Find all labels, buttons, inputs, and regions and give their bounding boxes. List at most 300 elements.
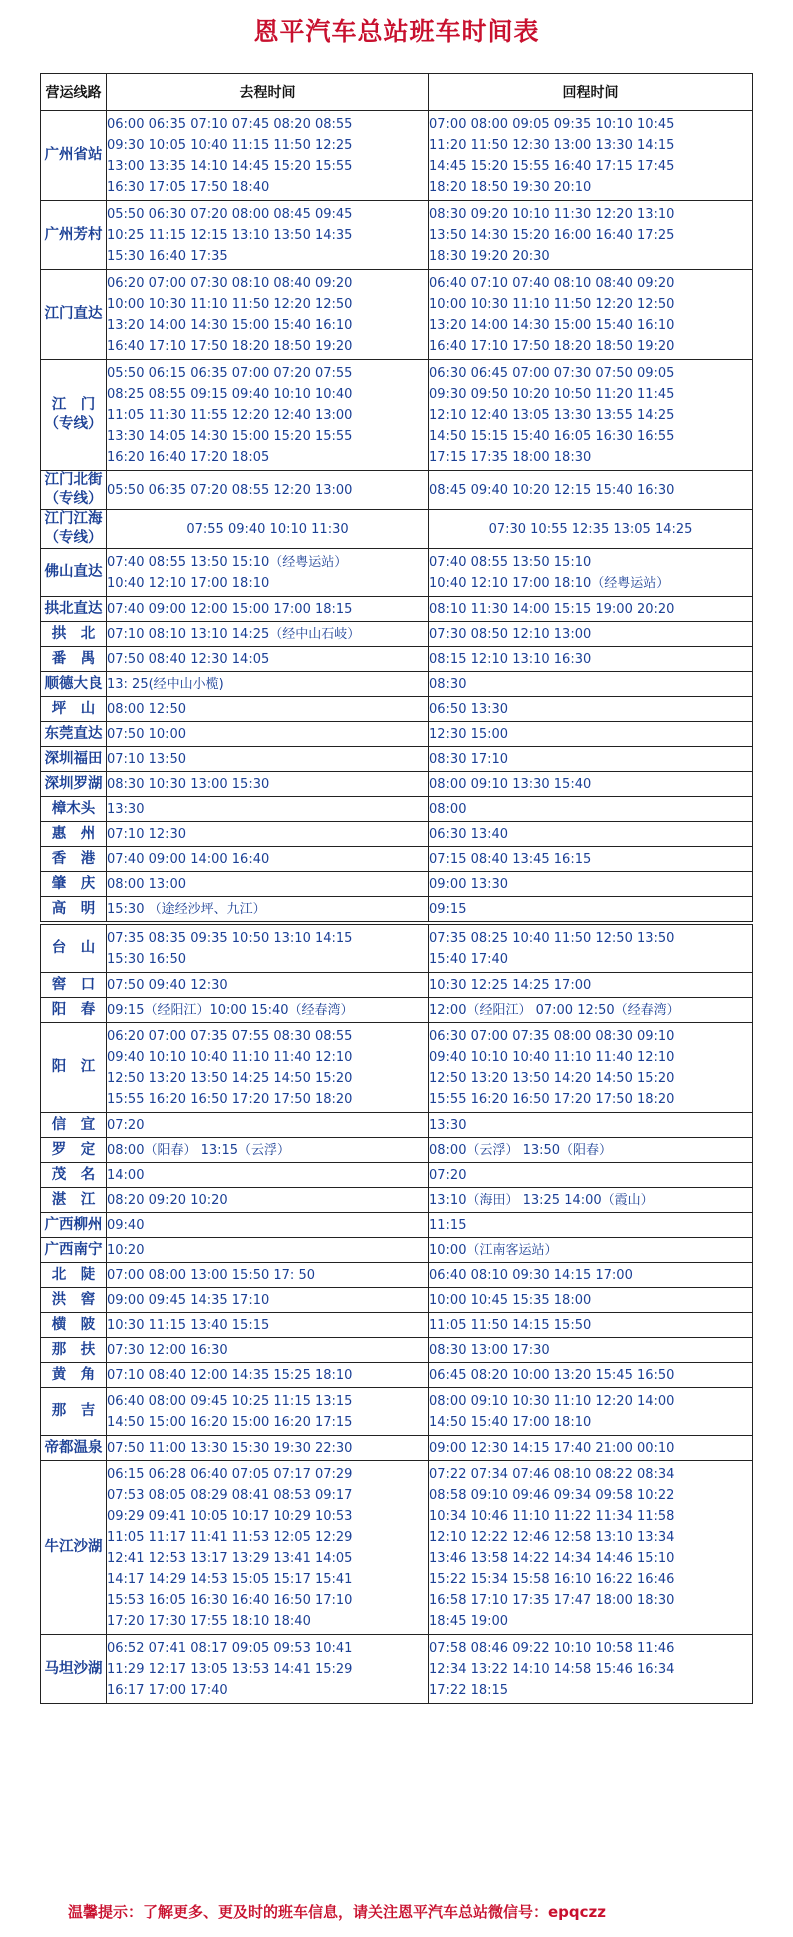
outbound-times: [107, 360, 429, 471]
time-line: 09:30 10:05 10:40 11:15 11:50 12:25: [107, 137, 353, 153]
route-name-line: 江门江海: [44, 511, 103, 527]
return-times: [429, 1338, 753, 1363]
route-name-line: 湛 江: [51, 1191, 96, 1208]
table-row: [41, 270, 753, 360]
route-name: [41, 697, 107, 722]
route-name: [41, 1436, 107, 1461]
time-line: 17:22 18:15: [429, 1682, 509, 1698]
route-name: [41, 925, 107, 973]
route-name: [41, 872, 107, 897]
route-name-line: 樟木头: [51, 800, 96, 817]
route-name-line: 江门北街: [44, 472, 103, 488]
route-name: [41, 510, 107, 549]
time-line: 10:00 10:45 15:35 18:00: [429, 1292, 592, 1308]
table-row: [41, 201, 753, 270]
time-line: 07:22 07:34 07:46 08:10 08:22 08:34: [429, 1466, 675, 1482]
time-line: 10:00 10:30 11:10 11:50 12:20 12:50: [429, 296, 675, 312]
table-row: [41, 1023, 753, 1113]
time-line: 06:45 08:20 10:00 13:20 15:45 16:50: [429, 1367, 675, 1383]
table-row: [41, 847, 753, 872]
table-row: [41, 697, 753, 722]
route-name: [41, 549, 107, 597]
time-line: 07:00 08:00 13:00 15:50 17: 50: [107, 1267, 315, 1283]
route-name: [41, 1388, 107, 1436]
outbound-times: [107, 1363, 429, 1388]
time-line: 12:00（经阳江） 07:00 12:50（经春湾）: [429, 1002, 680, 1018]
outbound-times: [107, 622, 429, 647]
outbound-times: [107, 270, 429, 360]
time-line: 13:20 14:00 14:30 15:00 15:40 16:10: [429, 317, 675, 333]
outbound-column-header: 去程时间: [107, 74, 429, 111]
time-line: 10:34 10:46 11:10 11:22 11:34 11:58: [429, 1508, 675, 1524]
route-name: [41, 1461, 107, 1635]
time-line: 14:50 15:00 16:20 15:00 16:20 17:15: [107, 1414, 353, 1430]
time-line: 07:30 10:55 12:35 13:05 14:25: [488, 521, 693, 537]
table-row: [41, 1188, 753, 1213]
time-line: 13:30 14:05 14:30 15:00 15:20 15:55: [107, 428, 353, 444]
outbound-times: [107, 549, 429, 597]
time-line: 10:25 11:15 12:15 13:10 13:50 14:35: [107, 227, 353, 243]
time-line: 17:20 17:30 17:55 18:10 18:40: [107, 1613, 311, 1629]
time-line: 08:30 17:10: [429, 751, 509, 767]
route-name: [41, 672, 107, 697]
route-name-line: 番 禺: [51, 650, 96, 667]
time-line: 11:29 12:17 13:05 13:53 14:41 15:29: [107, 1661, 353, 1677]
route-name: [41, 360, 107, 471]
return-times: [429, 510, 753, 549]
time-line: 13: 25(经中山小榄): [107, 676, 224, 692]
outbound-times: [107, 1023, 429, 1113]
return-times: [429, 1461, 753, 1635]
time-line: 14:45 15:20 15:55 16:40 17:15 17:45: [429, 158, 675, 174]
table-row: [41, 1163, 753, 1188]
table-row: [41, 471, 753, 510]
route-name-line: 北 陡: [51, 1266, 96, 1283]
time-line: 14:00: [107, 1167, 145, 1183]
route-name: [41, 201, 107, 270]
time-line: 11:05 11:30 11:55 12:20 12:40 13:00: [107, 407, 353, 423]
table-row: [41, 1263, 753, 1288]
time-line: 09:15: [429, 901, 467, 917]
outbound-times: [107, 897, 429, 922]
route-name: [41, 747, 107, 772]
time-line: 07:20: [107, 1117, 145, 1133]
table-row: [41, 360, 753, 471]
route-name-line: 阳 江: [51, 1059, 96, 1075]
time-line: 18:20 18:50 19:30 20:10: [429, 179, 592, 195]
route-name: [41, 1023, 107, 1113]
return-times: [429, 973, 753, 998]
time-line: 13:10（海田） 13:25 14:00（霞山）: [429, 1192, 654, 1208]
time-line: 07:10 08:40 12:00 14:35 15:25 18:10: [107, 1367, 353, 1383]
time-line: 06:40 08:00 09:45 10:25 11:15 13:15: [107, 1393, 353, 1409]
outbound-times: [107, 697, 429, 722]
time-line: 06:15 06:28 06:40 07:05 07:17 07:29: [107, 1466, 353, 1482]
outbound-times: [107, 597, 429, 622]
time-line: 15:30 16:50: [107, 951, 187, 967]
time-line: 08:00 09:10 13:30 15:40: [429, 776, 592, 792]
route-name: [41, 772, 107, 797]
return-times: [429, 1188, 753, 1213]
return-times: [429, 597, 753, 622]
time-line: 12:10 12:40 13:05 13:30 13:55 14:25: [429, 407, 675, 423]
route-name-line: 窖 口: [51, 976, 96, 993]
outbound-times: [107, 1461, 429, 1635]
return-times: [429, 797, 753, 822]
return-times: [429, 772, 753, 797]
return-times: [429, 925, 753, 973]
table-row: [41, 111, 753, 201]
time-line: 16:30 17:05 17:50 18:40: [107, 179, 270, 195]
time-line: 08:00 09:10 10:30 11:10 12:20 14:00: [429, 1393, 675, 1409]
time-line: 13:20 14:00 14:30 15:00 15:40 16:10: [107, 317, 353, 333]
time-line: 06:40 08:10 09:30 14:15 17:00: [429, 1267, 633, 1283]
route-name-line: 阳 春: [51, 1001, 96, 1018]
outbound-times: [107, 973, 429, 998]
time-line: 06:30 07:00 07:35 08:00 08:30 09:10: [429, 1028, 675, 1044]
time-line: 08:45 09:40 10:20 12:15 15:40 16:30: [429, 482, 675, 498]
time-line: 10:40 12:10 17:00 18:10（经粤运站）: [429, 575, 670, 591]
time-line: 14:50 15:15 15:40 16:05 16:30 16:55: [429, 428, 675, 444]
time-line: 15:22 15:34 15:58 16:10 16:22 16:46: [429, 1571, 675, 1587]
table-row: [41, 973, 753, 998]
time-line: 07:15 08:40 13:45 16:15: [429, 851, 592, 867]
table-row: [41, 1436, 753, 1461]
outbound-times: [107, 1113, 429, 1138]
time-line: 07:35 08:35 09:35 10:50 13:10 14:15: [107, 930, 353, 946]
route-name-line: （专线）: [44, 416, 103, 432]
time-line: 10:20: [107, 1242, 145, 1258]
time-line: 15:30 （途经沙坪、九江）: [107, 901, 266, 917]
time-line: 08:00: [429, 801, 467, 817]
route-name: [41, 622, 107, 647]
route-name-line: 广州芳村: [44, 226, 103, 243]
table-row: [41, 925, 753, 973]
return-times: [429, 672, 753, 697]
time-line: 11:05 11:50 14:15 15:50: [429, 1317, 592, 1333]
return-times: [429, 1635, 753, 1704]
time-line: 15:40 17:40: [429, 951, 509, 967]
outbound-times: [107, 772, 429, 797]
time-line: 08:20 09:20 10:20: [107, 1192, 228, 1208]
table-row: [41, 1363, 753, 1388]
route-name: [41, 897, 107, 922]
time-line: 10:30 11:15 13:40 15:15: [107, 1317, 270, 1333]
route-name: [41, 797, 107, 822]
time-line: 07:50 08:40 12:30 14:05: [107, 651, 270, 667]
time-line: 13:30: [429, 1117, 467, 1133]
route-name-line: 拱北直达: [44, 600, 103, 617]
table-row: [41, 1461, 753, 1635]
time-line: 09:00 13:30: [429, 876, 509, 892]
time-line: 05:50 06:35 07:20 08:55 12:20 13:00: [107, 482, 353, 498]
time-line: 08:30 09:20 10:10 11:30 12:20 13:10: [429, 206, 675, 222]
return-times: [429, 471, 753, 510]
route-name: [41, 647, 107, 672]
time-line: 07:40 09:00 14:00 16:40: [107, 851, 270, 867]
route-name: [41, 822, 107, 847]
outbound-times: [107, 471, 429, 510]
route-name-line: 佛山直达: [44, 564, 103, 580]
table-row: [41, 1138, 753, 1163]
time-line: 05:50 06:15 06:35 07:00 07:20 07:55: [107, 365, 353, 381]
route-name-line: 拱 北: [51, 625, 96, 642]
time-line: 09:00 12:30 14:15 17:40 21:00 00:10: [429, 1440, 675, 1456]
time-line: 05:50 06:30 07:20 08:00 08:45 09:45: [107, 206, 353, 222]
time-line: 13:00 13:35 14:10 14:45 15:20 15:55: [107, 158, 353, 174]
route-name-line: （专线）: [44, 491, 103, 507]
table-row: [41, 998, 753, 1023]
time-line: 07:00 08:00 09:05 09:35 10:10 10:45: [429, 116, 675, 132]
outbound-times: [107, 747, 429, 772]
time-line: 14:17 14:29 14:53 15:05 15:17 15:41: [107, 1571, 353, 1587]
return-times: [429, 697, 753, 722]
table-row: [41, 1338, 753, 1363]
outbound-times: [107, 1388, 429, 1436]
route-name-line: 香 港: [51, 850, 96, 867]
return-times: [429, 722, 753, 747]
route-name: [41, 1238, 107, 1263]
time-line: 16:17 17:00 17:40: [107, 1682, 228, 1698]
time-line: 07:53 08:05 08:29 08:41 08:53 09:17: [107, 1487, 353, 1503]
time-line: 08:25 08:55 09:15 09:40 10:10 10:40: [107, 386, 353, 402]
time-line: 06:52 07:41 08:17 09:05 09:53 10:41: [107, 1640, 353, 1656]
route-name: [41, 1188, 107, 1213]
outbound-times: [107, 1288, 429, 1313]
return-times: [429, 549, 753, 597]
table-row: [41, 510, 753, 549]
outbound-times: [107, 1263, 429, 1288]
time-line: 13:50 14:30 15:20 16:00 16:40 17:25: [429, 227, 675, 243]
route-name-line: 广西柳州: [44, 1216, 103, 1233]
time-line: 07:10 08:10 13:10 14:25（经中山石岐）: [107, 626, 361, 642]
time-line: 06:30 13:40: [429, 826, 509, 842]
time-line: 12:50 13:20 13:50 14:25 14:50 15:20: [107, 1070, 353, 1086]
route-name: [41, 847, 107, 872]
time-line: 16:40 17:10 17:50 18:20 18:50 19:20: [107, 338, 353, 354]
outbound-times: [107, 1188, 429, 1213]
route-name-line: 那 扶: [51, 1341, 96, 1358]
time-line: 11:15: [429, 1217, 467, 1233]
time-line: 07:58 08:46 09:22 10:10 10:58 11:46: [429, 1640, 675, 1656]
time-line: 06:20 07:00 07:30 08:10 08:40 09:20: [107, 275, 353, 291]
route-name-line: 横 陂: [51, 1316, 96, 1333]
route-name: [41, 270, 107, 360]
time-line: 07:30 08:50 12:10 13:00: [429, 626, 592, 642]
outbound-times: [107, 1338, 429, 1363]
time-line: 07:40 08:55 13:50 15:10（经粤运站）: [107, 554, 348, 570]
table-row: [41, 747, 753, 772]
time-line: 17:15 17:35 18:00 18:30: [429, 449, 592, 465]
outbound-times: [107, 1163, 429, 1188]
return-times: [429, 1313, 753, 1338]
table-row: [41, 772, 753, 797]
time-line: 11:20 11:50 12:30 13:00 13:30 14:15: [429, 137, 675, 153]
time-line: 07:50 09:40 12:30: [107, 977, 228, 993]
table-row: [41, 549, 753, 597]
footer-notice: 温馨提示：了解更多、更及时的班车信息，请关注恩平汽车总站微信号：epqczz: [68, 1903, 607, 1921]
return-column-header: 回程时间: [429, 74, 753, 111]
return-times: [429, 1213, 753, 1238]
route-name: [41, 1635, 107, 1704]
time-line: 18:45 19:00: [429, 1613, 509, 1629]
time-line: 08:30: [429, 676, 467, 692]
table-row: [41, 822, 753, 847]
time-line: 12:34 13:22 14:10 14:58 15:46 16:34: [429, 1661, 675, 1677]
time-line: 07:40 09:00 12:00 15:00 17:00 18:15: [107, 601, 353, 617]
route-name-line: 江门直达: [44, 306, 103, 322]
time-line: 09:30 09:50 10:20 10:50 11:20 11:45: [429, 386, 675, 402]
route-name-line: 洪 窖: [51, 1291, 96, 1308]
time-line: 12:10 12:22 12:46 12:58 13:10 13:34: [429, 1529, 675, 1545]
route-name-line: 牛江沙湖: [44, 1539, 103, 1555]
return-times: [429, 647, 753, 672]
return-times: [429, 747, 753, 772]
route-name-line: 广西南宁: [44, 1241, 103, 1258]
route-name-line: 广州省站: [44, 147, 103, 163]
time-line: 07:35 08:25 10:40 11:50 12:50 13:50: [429, 930, 675, 946]
route-name: [41, 722, 107, 747]
route-name: [41, 111, 107, 201]
table-row: [41, 1213, 753, 1238]
time-line: 15:55 16:20 16:50 17:20 17:50 18:20: [107, 1091, 353, 1107]
return-times: [429, 1388, 753, 1436]
time-line: 16:58 17:10 17:35 17:47 18:00 18:30: [429, 1592, 675, 1608]
route-name-line: 罗 定: [51, 1141, 96, 1158]
timetable-body: [41, 111, 753, 1704]
time-line: 07:20: [429, 1167, 467, 1183]
route-name-line: 黄 角: [51, 1366, 96, 1383]
time-line: 06:50 13:30: [429, 701, 509, 717]
return-times: [429, 270, 753, 360]
route-name-line: 高 明: [51, 900, 96, 917]
return-times: [429, 622, 753, 647]
route-name: [41, 998, 107, 1023]
time-line: 06:00 06:35 07:10 07:45 08:20 08:55: [107, 116, 353, 132]
outbound-times: [107, 1213, 429, 1238]
page-title: 恩平汽车总站班车时间表: [253, 17, 540, 46]
time-line: 14:50 15:40 17:00 18:10: [429, 1414, 592, 1430]
route-name: [41, 973, 107, 998]
return-times: [429, 1238, 753, 1263]
table-row: [41, 722, 753, 747]
return-times: [429, 1363, 753, 1388]
time-line: 16:20 16:40 17:20 18:05: [107, 449, 270, 465]
time-line: 13:30: [107, 801, 145, 817]
table-row: [41, 647, 753, 672]
table-row: [41, 1288, 753, 1313]
return-times: [429, 1163, 753, 1188]
return-times: [429, 1263, 753, 1288]
route-name-line: 马坦沙湖: [44, 1660, 103, 1677]
time-line: 08:00 12:50: [107, 701, 187, 717]
time-line: 12:50 13:20 13:50 14:20 14:50 15:20: [429, 1070, 675, 1086]
outbound-times: [107, 998, 429, 1023]
route-name: [41, 1313, 107, 1338]
return-times: [429, 1436, 753, 1461]
table-row: [41, 1113, 753, 1138]
return-times: [429, 897, 753, 922]
return-times: [429, 1113, 753, 1138]
route-name-line: 东莞直达: [44, 725, 103, 742]
route-name-line: （专线）: [44, 530, 103, 546]
route-name-line: 台 山: [51, 940, 96, 956]
time-line: 08:58 09:10 09:46 09:34 09:58 10:22: [429, 1487, 675, 1503]
time-line: 09:40 10:10 10:40 11:10 11:40 12:10: [107, 1049, 353, 1065]
time-line: 15:53 16:05 16:30 16:40 16:50 17:10: [107, 1592, 353, 1608]
return-times: [429, 111, 753, 201]
time-line: 08:10 11:30 14:00 15:15 19:00 20:20: [429, 601, 675, 617]
table-row: [41, 1635, 753, 1704]
time-line: 07:50 11:00 13:30 15:30 19:30 22:30: [107, 1440, 353, 1456]
time-line: 13:46 13:58 14:22 14:34 14:46 15:10: [429, 1550, 675, 1566]
return-times: [429, 822, 753, 847]
time-line: 06:40 07:10 07:40 08:10 08:40 09:20: [429, 275, 675, 291]
outbound-times: [107, 722, 429, 747]
outbound-times: [107, 1313, 429, 1338]
route-name-line: 坪 山: [51, 700, 96, 717]
table-row: [41, 897, 753, 922]
route-name: [41, 1363, 107, 1388]
time-line: 07:55 09:40 10:10 11:30: [186, 521, 349, 537]
time-line: 06:30 06:45 07:00 07:30 07:50 09:05: [429, 365, 675, 381]
return-times: [429, 998, 753, 1023]
outbound-times: [107, 925, 429, 973]
time-line: 10:30 12:25 14:25 17:00: [429, 977, 592, 993]
route-name-line: 惠 州: [51, 825, 96, 842]
time-line: 16:40 17:10 17:50 18:20 18:50 19:20: [429, 338, 675, 354]
outbound-times: [107, 797, 429, 822]
time-line: 09:40 10:10 10:40 11:10 11:40 12:10: [429, 1049, 675, 1065]
return-times: [429, 1023, 753, 1113]
route-name: [41, 1213, 107, 1238]
outbound-times: [107, 672, 429, 697]
route-name-line: 深圳罗湖: [44, 775, 103, 792]
time-line: 07:10 13:50: [107, 751, 187, 767]
time-line: 10:40 12:10 17:00 18:10: [107, 575, 270, 591]
time-line: 08:00（阳春） 13:15（云浮）: [107, 1142, 291, 1158]
table-row: [41, 597, 753, 622]
return-times: [429, 1138, 753, 1163]
time-line: 08:00（云浮） 13:50（阳春）: [429, 1142, 613, 1158]
time-line: 09:40: [107, 1217, 145, 1233]
outbound-times: [107, 1138, 429, 1163]
time-line: 08:15 12:10 13:10 16:30: [429, 651, 592, 667]
outbound-times: [107, 111, 429, 201]
table-row: [41, 1313, 753, 1338]
table-row: [41, 1388, 753, 1436]
outbound-times: [107, 647, 429, 672]
time-line: 15:30 16:40 17:35: [107, 248, 228, 264]
route-name-line: 茂 名: [51, 1166, 96, 1183]
outbound-times: [107, 822, 429, 847]
route-name-line: 信 宜: [51, 1116, 96, 1133]
return-times: [429, 847, 753, 872]
time-line: 12:41 12:53 13:17 13:29 13:41 14:05: [107, 1550, 353, 1566]
time-line: 08:30 13:00 17:30: [429, 1342, 550, 1358]
time-line: 09:15（经阳江）10:00 15:40（经春湾）: [107, 1002, 354, 1018]
time-line: 12:30 15:00: [429, 726, 509, 742]
table-row: [41, 1238, 753, 1263]
time-line: 09:29 09:41 10:05 10:17 10:29 10:53: [107, 1508, 353, 1524]
time-line: 10:00 10:30 11:10 11:50 12:20 12:50: [107, 296, 353, 312]
time-line: 15:55 16:20 16:50 17:20 17:50 18:20: [429, 1091, 675, 1107]
time-line: 06:20 07:00 07:35 07:55 08:30 08:55: [107, 1028, 353, 1044]
route-name: [41, 1113, 107, 1138]
route-name-line: 江 门: [51, 397, 96, 413]
table-row: [41, 872, 753, 897]
route-name-line: 顺德大良: [44, 675, 103, 692]
